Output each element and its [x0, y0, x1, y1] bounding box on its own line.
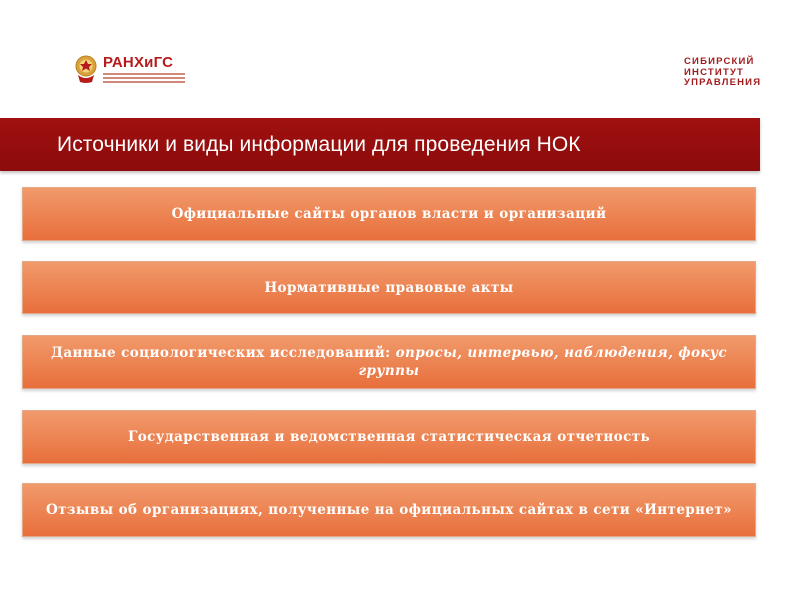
source-item-legal-acts: [22, 261, 756, 314]
source-item-text: Государственная и ведомственная статистическая отчетность: [127, 429, 651, 445]
source-item-official-websites: [22, 187, 756, 241]
siberian-institute-logo: [684, 57, 764, 89]
source-item-text-group: [29, 344, 749, 380]
source-item-text: Отзывы об организациях, полученные на официальных сайтах в сети «Интернет»: [45, 502, 733, 518]
ranepa-logo: [74, 55, 194, 91]
ranepa-logo-name: РАНХиГС: [103, 54, 174, 71]
siberian-institute-logo-line-3: УПРАВЛЕНИЯ: [684, 77, 762, 88]
siberian-institute-logo-line-2: ИНСТИТУТ: [684, 66, 745, 78]
eagle-emblem-icon: [74, 55, 98, 85]
source-item-italic-text: опросы, интервью, наблюдения, фокус группы: [358, 345, 728, 379]
slide-title: Источники и виды информации для проведения НОК: [57, 132, 581, 156]
ranepa-logo-subtitle: [103, 73, 185, 85]
source-item-organization-reviews: [22, 483, 756, 537]
source-item-text: Данные социологических исследований:: [50, 345, 396, 361]
source-item-text: Официальные сайты органов власти и организаций: [171, 206, 607, 222]
source-item-sociological-research: [22, 335, 756, 389]
title-band: [0, 118, 760, 171]
source-item-text: Нормативные правовые акты: [264, 279, 514, 296]
siberian-institute-logo-line-1: СИБИРСКИЙ: [684, 56, 755, 67]
source-item-statistical-reporting: [22, 410, 756, 464]
